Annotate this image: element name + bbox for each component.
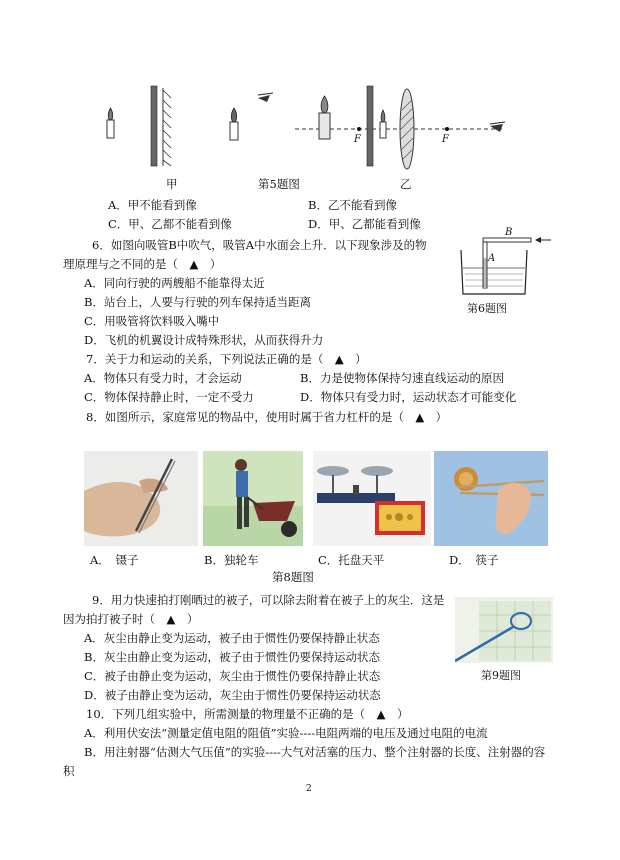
q5-label-yi: 乙	[400, 177, 412, 191]
q7-stem: 7．关于力和运动的关系，下列说法正确的是（ ▲ ）	[86, 352, 367, 366]
q5-image-candle	[230, 108, 238, 140]
q6-option-c: C．用吸管将饮料吸入嘴中	[84, 314, 220, 328]
eye-icon	[258, 93, 273, 102]
q8-figure-caption: 第8题图	[272, 570, 314, 584]
q5-right-candle-big	[319, 96, 330, 139]
q5-screen	[367, 86, 373, 166]
q5-convex-lens	[400, 89, 414, 169]
q6-label-a: A	[488, 253, 496, 264]
q9-option-b: B．灰尘由静止变为运动，被子由于惯性仍要保持运动状态	[84, 650, 380, 664]
q9-stem-line1: 9．用力快速拍打刚晒过的被子，可以除去附着在被子上的灰尘．这是	[92, 593, 445, 607]
q7-option-c: C．物体保持静止时，一定不受力	[84, 390, 254, 404]
q6-stem-line1: 6．如图向吸管B中吹气，吸管A中水面会上升．以下现象涉及的物	[92, 238, 427, 252]
q10-option-a: A．利用伏安法“测量定值电阻的阻值”实验----电阻两端的电压及通过电阻的电流	[84, 726, 488, 740]
q6-label-b: B	[505, 227, 513, 238]
q5-focus-left-dot	[357, 127, 361, 131]
q6-option-b: B．站台上，人要与行驶的列车保持适当距离	[84, 295, 311, 309]
q5-label-F-right: F	[442, 134, 449, 145]
q6-stem-line2: 理原理与之不同的是（ ▲ ）	[63, 257, 222, 271]
q5-option-a: A．甲不能看到像	[108, 198, 197, 212]
q10-option-b: B．用注射器“估测大气压值”的实验----大气对活塞的压力、整个注射器的长度、注射器的容	[84, 745, 546, 759]
q8-photo-wheelbarrow	[203, 451, 303, 546]
page-number: 2	[306, 784, 312, 794]
q5-figure	[95, 80, 525, 170]
q8-photo-balance	[313, 451, 431, 546]
q9-photo-quilt	[455, 597, 553, 663]
eye-icon	[490, 122, 505, 132]
q8-option-a: A． 镊子	[90, 553, 139, 567]
q5-option-b: B．乙不能看到像	[308, 198, 397, 212]
q9-option-d: D．被子由静止变为运动，灰尘由于惯性仍要保持运动状态	[84, 688, 381, 702]
q5-right-candle-small	[380, 110, 386, 138]
q7-option-a: A．物体只有受力时，才会运动	[84, 371, 242, 385]
q8-photo-tweezers	[84, 451, 198, 546]
q8-option-d: D． 筷子	[449, 553, 499, 567]
q10-option-b-continuation: 积	[63, 764, 75, 778]
q7-option-b: B．力是使物体保持匀速直线运动的原因	[300, 371, 504, 385]
q7-option-d: D．物体只有受力时，运动状态才可能变化	[300, 390, 517, 404]
q9-option-a: A．灰尘由静止变为运动，被子由于惯性仍要保持静止状态	[84, 631, 380, 645]
q8-stem: 8．如图所示，家庭常见的物品中，使用时属于省力杠杆的是（ ▲ ）	[86, 410, 448, 424]
q6-option-a: A．同向行驶的两艘船不能靠得太近	[84, 276, 265, 290]
q9-stem-line2: 因为拍打被子时（ ▲ ）	[63, 612, 199, 626]
q10-stem: 10．下列几组实验中，所需测量的物理量不正确的是（ ▲ ）	[86, 707, 409, 721]
q5-label-F-left: F	[354, 134, 361, 145]
q8-option-b: B．独轮车	[204, 553, 259, 567]
q5-plane-mirror	[151, 86, 171, 166]
q5-option-c: C．甲、乙都不能看到像	[108, 217, 232, 231]
q6-figure-caption: 第6题图	[467, 302, 507, 315]
q5-figure-caption: 第5题图	[258, 177, 300, 191]
q9-figure-caption: 第9题图	[481, 669, 521, 682]
q8-photo-chopsticks	[434, 451, 548, 546]
q8-option-c: C．托盘天平	[318, 553, 385, 567]
q5-label-jia: 甲	[166, 177, 178, 191]
q5-option-d: D．甲、乙都能看到像	[308, 217, 421, 231]
q9-option-c: C．被子由静止变为运动，灰尘由于惯性仍要保持静止状态	[84, 669, 381, 683]
q5-left-candle	[107, 108, 114, 138]
q6-option-d: D．飞机的机翼设计成特殊形状，从而获得升力	[84, 333, 324, 347]
q5-focus-right-dot	[445, 127, 449, 131]
